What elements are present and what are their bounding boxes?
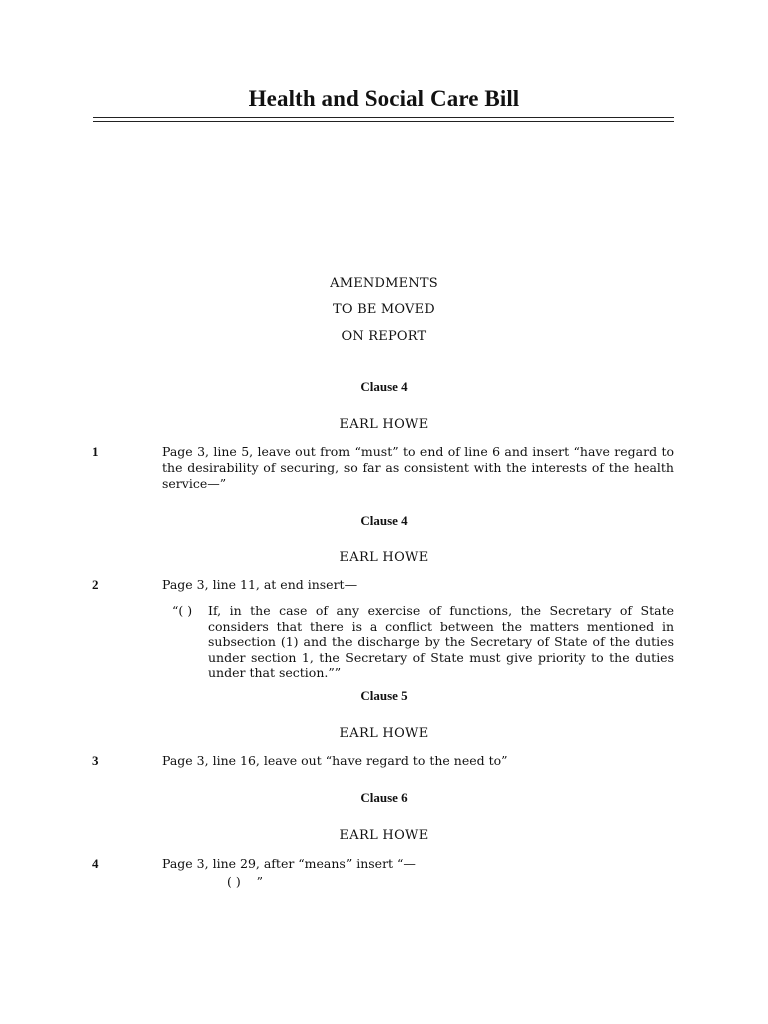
mover-name: EARL HOWE [339,726,429,741]
mover-name: EARL HOWE [339,828,429,843]
title-rule-thin [93,117,674,118]
amendment-text: Page 3, line 5, leave out from “must” to end of line 6 and insert “have regard to the desirability of securing, so far as consistent with the interests of the health service—” [162,444,674,491]
clause-heading: Clause 5 [360,688,408,703]
inserted-subsection-text: If, in the case of any exercise of functions, the Secretary of State considers that there is a conflict between the matters mentioned in subsection (1) and the discharge by the Secretary of State of the duties under section 1, the Secretary of State must give priority to the duties under that section.”” [208,603,674,680]
heading-line-1: AMENDMENTS [330,276,438,291]
amendment-text: Page 3, line 29, after “means” insert “— [162,856,416,871]
subsection-marker: “( ) [172,603,193,618]
title-rule-thick [93,121,674,122]
clause-heading: Clause 4 [360,513,408,528]
amendment-number: 4 [92,856,99,871]
amendment-number: 1 [92,444,99,459]
amendment-number: 2 [92,577,99,592]
clause-heading: Clause 6 [360,790,408,805]
amendment-text: Page 3, line 11, at end insert— [162,577,358,592]
amendment-text: Page 3, line 16, leave out “have regard to the need to” [162,753,508,768]
amendment-number: 3 [92,753,99,768]
heading-line-2: TO BE MOVED [333,302,435,317]
mover-name: EARL HOWE [339,417,429,432]
clause-heading: Clause 4 [360,379,408,394]
document-title: Health and Social Care Bill [248,86,520,111]
heading-line-3: ON REPORT [341,329,427,344]
insertion-placeholder: ( ) ” [227,874,264,889]
mover-name: EARL HOWE [339,550,429,565]
